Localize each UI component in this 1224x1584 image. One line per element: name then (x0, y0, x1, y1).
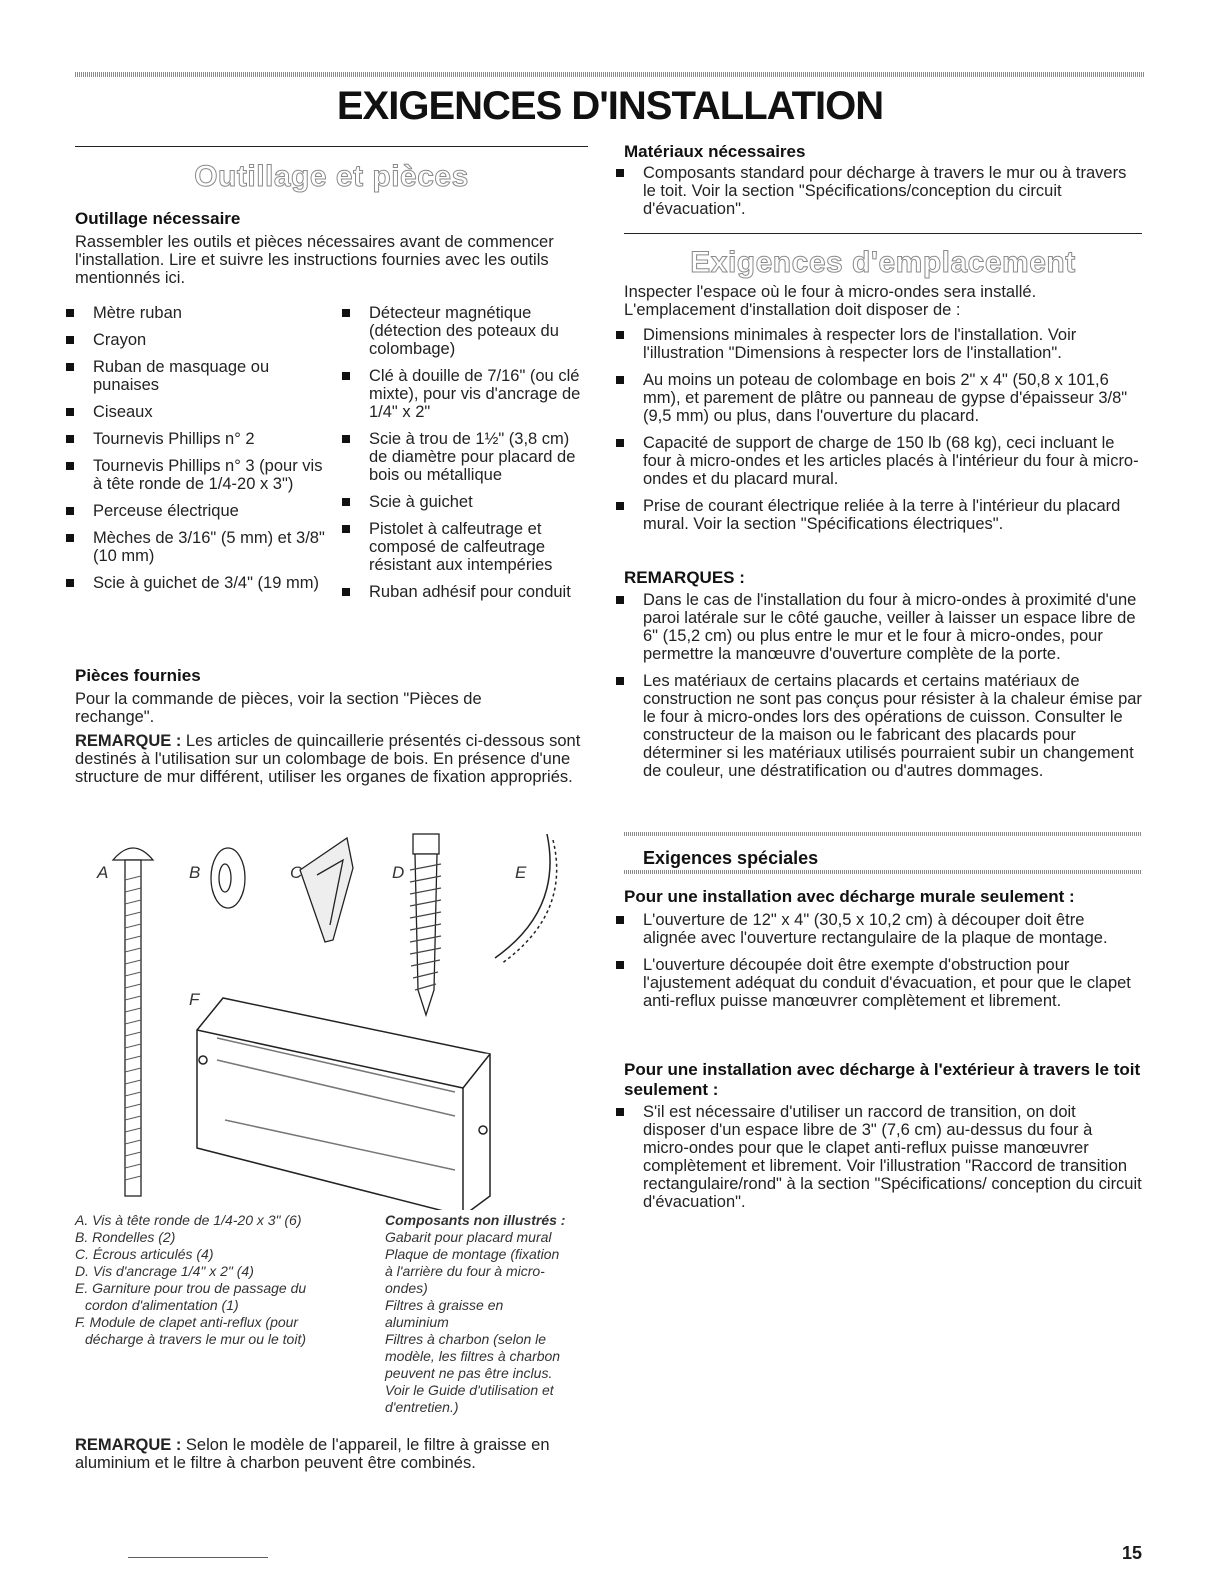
caption-line: E. Garniture pour trou de passage du (75, 1280, 307, 1296)
section-title-location: Exigences d'emplacement (690, 246, 1076, 279)
toggle-nut-drawing (300, 838, 353, 942)
caption-line: décharge à travers le mur ou le toit) (85, 1331, 306, 1347)
caption-line: à l'arrière du four à micro- (385, 1263, 545, 1279)
caption-line: ondes) (385, 1280, 428, 1296)
bottom-note (75, 1436, 587, 1472)
caption-line: aluminium (385, 1314, 449, 1330)
list-item: L'ouverture découpée doit être exempte d'obstruction pour l'ajustement adéquat du conduit d'évacuation, et pour que le clapet anti-reflux puisse manœuvrer complètement et librement. (612, 956, 1142, 1010)
list-item: Crayon (62, 331, 326, 349)
list-item: Tournevis Phillips n° 3 (pour vis à tête ronde de 1/4-20 x 3") (62, 457, 326, 493)
list-item: Scie à guichet (338, 493, 592, 511)
page-title: EXIGENCES D'INSTALLATION (336, 84, 884, 128)
roof-list (612, 1103, 1142, 1220)
parts-note-label: REMARQUE : (75, 732, 182, 750)
remarks-list (612, 591, 1142, 789)
lag-screw-drawing (410, 834, 441, 1015)
tools-list-col2 (338, 304, 592, 610)
caption-line: C. Écrous articulés (4) (75, 1246, 214, 1262)
figure-label-a: A (97, 863, 109, 882)
list-item: L'ouverture de 12" x 4" (30,5 x 10,2 cm) à découper doit être alignée avec l'ouverture rectangulaire de la plaque de montage. (612, 911, 1142, 947)
bolt-screw-drawing (113, 848, 153, 1196)
list-item: Composants standard pour décharge à travers le mur ou à travers le toit. Voir la section "Spécifications/conception du circuit d'évacuation". (612, 164, 1142, 218)
special-hatch-bottom (624, 870, 1142, 874)
caption-line: cordon d'alimentation (1) (85, 1297, 239, 1313)
roof-heading: Pour une installation avec décharge à l'extérieur à travers le toit seulement : (624, 1060, 1141, 1099)
list-item: Prise de courant électrique reliée à la terre à l'intérieur du placard mural. Voir la section "Spécifications électriques". (612, 497, 1142, 533)
list-item: Capacité de support de charge de 150 lb (68 kg), ceci incluant le four à micro-ondes et les articles placés à l'intérieur du four à micro-ondes et du placard mural. (612, 434, 1142, 488)
caption-line: A. Vis à tête ronde de 1/4-20 x 3" (6) (75, 1212, 302, 1228)
list-item: Pistolet à calfeutrage et composé de calfeutrage résistant aux intempéries (338, 520, 592, 574)
materials-list (612, 164, 1142, 227)
caption-line: B. Rondelles (2) (75, 1229, 176, 1245)
parts-note-text: Les articles de quincaillerie présentés ci-dessous sont destinés à l'utilisation sur un colombage de bois. En présence d'une structure de mur différent, utiliser les organes de fixation appropriés. (75, 732, 581, 786)
not-shown-components (385, 1212, 590, 1416)
parts-note (75, 732, 587, 786)
tools-intro: Rassembler les outils et pièces nécessaires avant de commencer l'installation. Lire et suivre les instructions fournies avec les outils mentionnés ici. (75, 233, 554, 287)
right-section-rule (624, 233, 1142, 234)
special-title: Exigences spéciales (643, 848, 819, 868)
bottom-note-text: Selon le modèle de l'appareil, le filtre à graisse en aluminium et le filtre à charbon peuvent être combinés. (75, 1436, 550, 1472)
list-item: S'il est nécessaire d'utiliser un raccord de transition, on doit disposer d'un espace libre de 3" (7,6 cm) au-dessus du four à micro-ondes pour que le clapet anti-reflux puisse manœuvrer complètement et librement. Voir l'illustration "Raccord de transition rectangulaire/rond" à la section "Spécifications/ conception du circuit d'évacuation". (612, 1103, 1142, 1211)
wall-heading: Pour une installation avec décharge murale seulement : (624, 887, 1075, 906)
figure-captions (75, 1212, 365, 1348)
list-item: Au moins un poteau de colombage en bois 2" x 4" (50,8 x 101,6 mm), et parement de plâtre ou panneau de gypse d'épaisseur 3/8" (9,5 mm) ou plus, dans l'ouverture du placard. (612, 371, 1142, 425)
list-item: Les matériaux de certains placards et certains matériaux de construction ne sont pas conçus pour résister à la chaleur émise par le four à micro-ondes lors des opérations de cuisson. Consulter le constructeur de la maison ou le fabricant des placards pour déterminer si les matériaux utilisés pourraient subir un changement de couleur, une déstratification ou d'autres dommages. (612, 672, 1142, 780)
washer-drawing (211, 848, 245, 908)
caption-line: Gabarit pour placard mural (385, 1229, 552, 1245)
list-item: Tournevis Phillips n° 2 (62, 430, 326, 448)
materials-heading: Matériaux nécessaires (624, 142, 806, 161)
caption-line: modèle, les filtres à charbon (385, 1348, 561, 1364)
bottom-note-label: REMARQUE : (75, 1436, 182, 1454)
figure-label-b: B (189, 863, 201, 882)
parts-text: Pour la commande de pièces, voir la section "Pièces de rechange". (75, 690, 482, 726)
location-list (612, 326, 1142, 542)
parts-heading: Pièces fournies (75, 666, 201, 685)
list-item: Scie à trou de 1½" (3,8 cm) de diamètre pour placard de bois ou métallique (338, 430, 592, 484)
caption-line: D. Vis d'ancrage 1/4" x 2" (4) (75, 1263, 254, 1279)
list-item: Scie à guichet de 3/4" (19 mm) (62, 574, 326, 592)
section-title-tools: Outillage et pièces (194, 160, 469, 193)
tools-list-col1 (62, 304, 326, 601)
list-item: Dimensions minimales à respecter lors de l'installation. Voir l'illustration "Dimensions à respecter lors de l'installation". (612, 326, 1142, 362)
caption-line: Filtres à graisse en (385, 1297, 504, 1313)
list-item: Dans le cas de l'installation du four à micro-ondes à proximité d'une paroi latérale sur le côté gauche, veiller à laisser un espace libre de 6" (15,2 cm) ou plus entre le mur et le four à micro-ondes, pour permettre la manœuvre d'ouverture complète de la porte. (612, 591, 1142, 663)
page-number: 15 (1121, 1543, 1142, 1563)
figure-label-f: F (189, 990, 200, 1009)
list-item: Mètre ruban (62, 304, 326, 322)
tools-heading: Outillage nécessaire (75, 209, 241, 228)
figure-label-c: C (290, 863, 303, 882)
not-shown-heading: Composants non illustrés : (385, 1212, 566, 1228)
list-item: Ciseaux (62, 403, 326, 421)
damper-module-drawing (197, 998, 490, 1210)
caption-line: Plaque de montage (fixation (385, 1246, 560, 1262)
top-hatch-rule (75, 72, 1145, 77)
list-item: Mèches de 3/16" (5 mm) et 3/8" (10 mm) (62, 529, 326, 565)
bottom-link-line (128, 1557, 268, 1558)
hardware-illustration (85, 830, 585, 1210)
caption-line: Voir le Guide d'utilisation et (385, 1382, 554, 1398)
caption-line: d'entretien.) (385, 1399, 459, 1415)
caption-line: F. Module de clapet anti-reflux (pour (75, 1314, 299, 1330)
caption-line: peuvent ne pas être inclus. (385, 1365, 553, 1381)
location-intro: Inspecter l'espace où le four à micro-ondes sera installé. L'emplacement d'installation doit disposer de : (624, 283, 1037, 319)
list-item: Perceuse électrique (62, 502, 326, 520)
figure-label-d: D (392, 863, 405, 882)
figure-label-e: E (515, 863, 527, 882)
remarks-heading: REMARQUES : (624, 568, 745, 587)
special-hatch-top (624, 832, 1142, 836)
left-section-rule (75, 146, 588, 147)
list-item: Ruban adhésif pour conduit (338, 583, 592, 601)
list-item: Détecteur magnétique (détection des poteaux du colombage) (338, 304, 592, 358)
caption-line: Filtres à charbon (selon le (385, 1331, 547, 1347)
wall-list (612, 911, 1142, 1019)
list-item: Ruban de masquage ou punaises (62, 358, 326, 394)
list-item: Clé à douille de 7/16" (ou clé mixte), pour vis d'ancrage de 1/4" x 2" (338, 367, 592, 421)
grommet-drawing (495, 834, 557, 964)
